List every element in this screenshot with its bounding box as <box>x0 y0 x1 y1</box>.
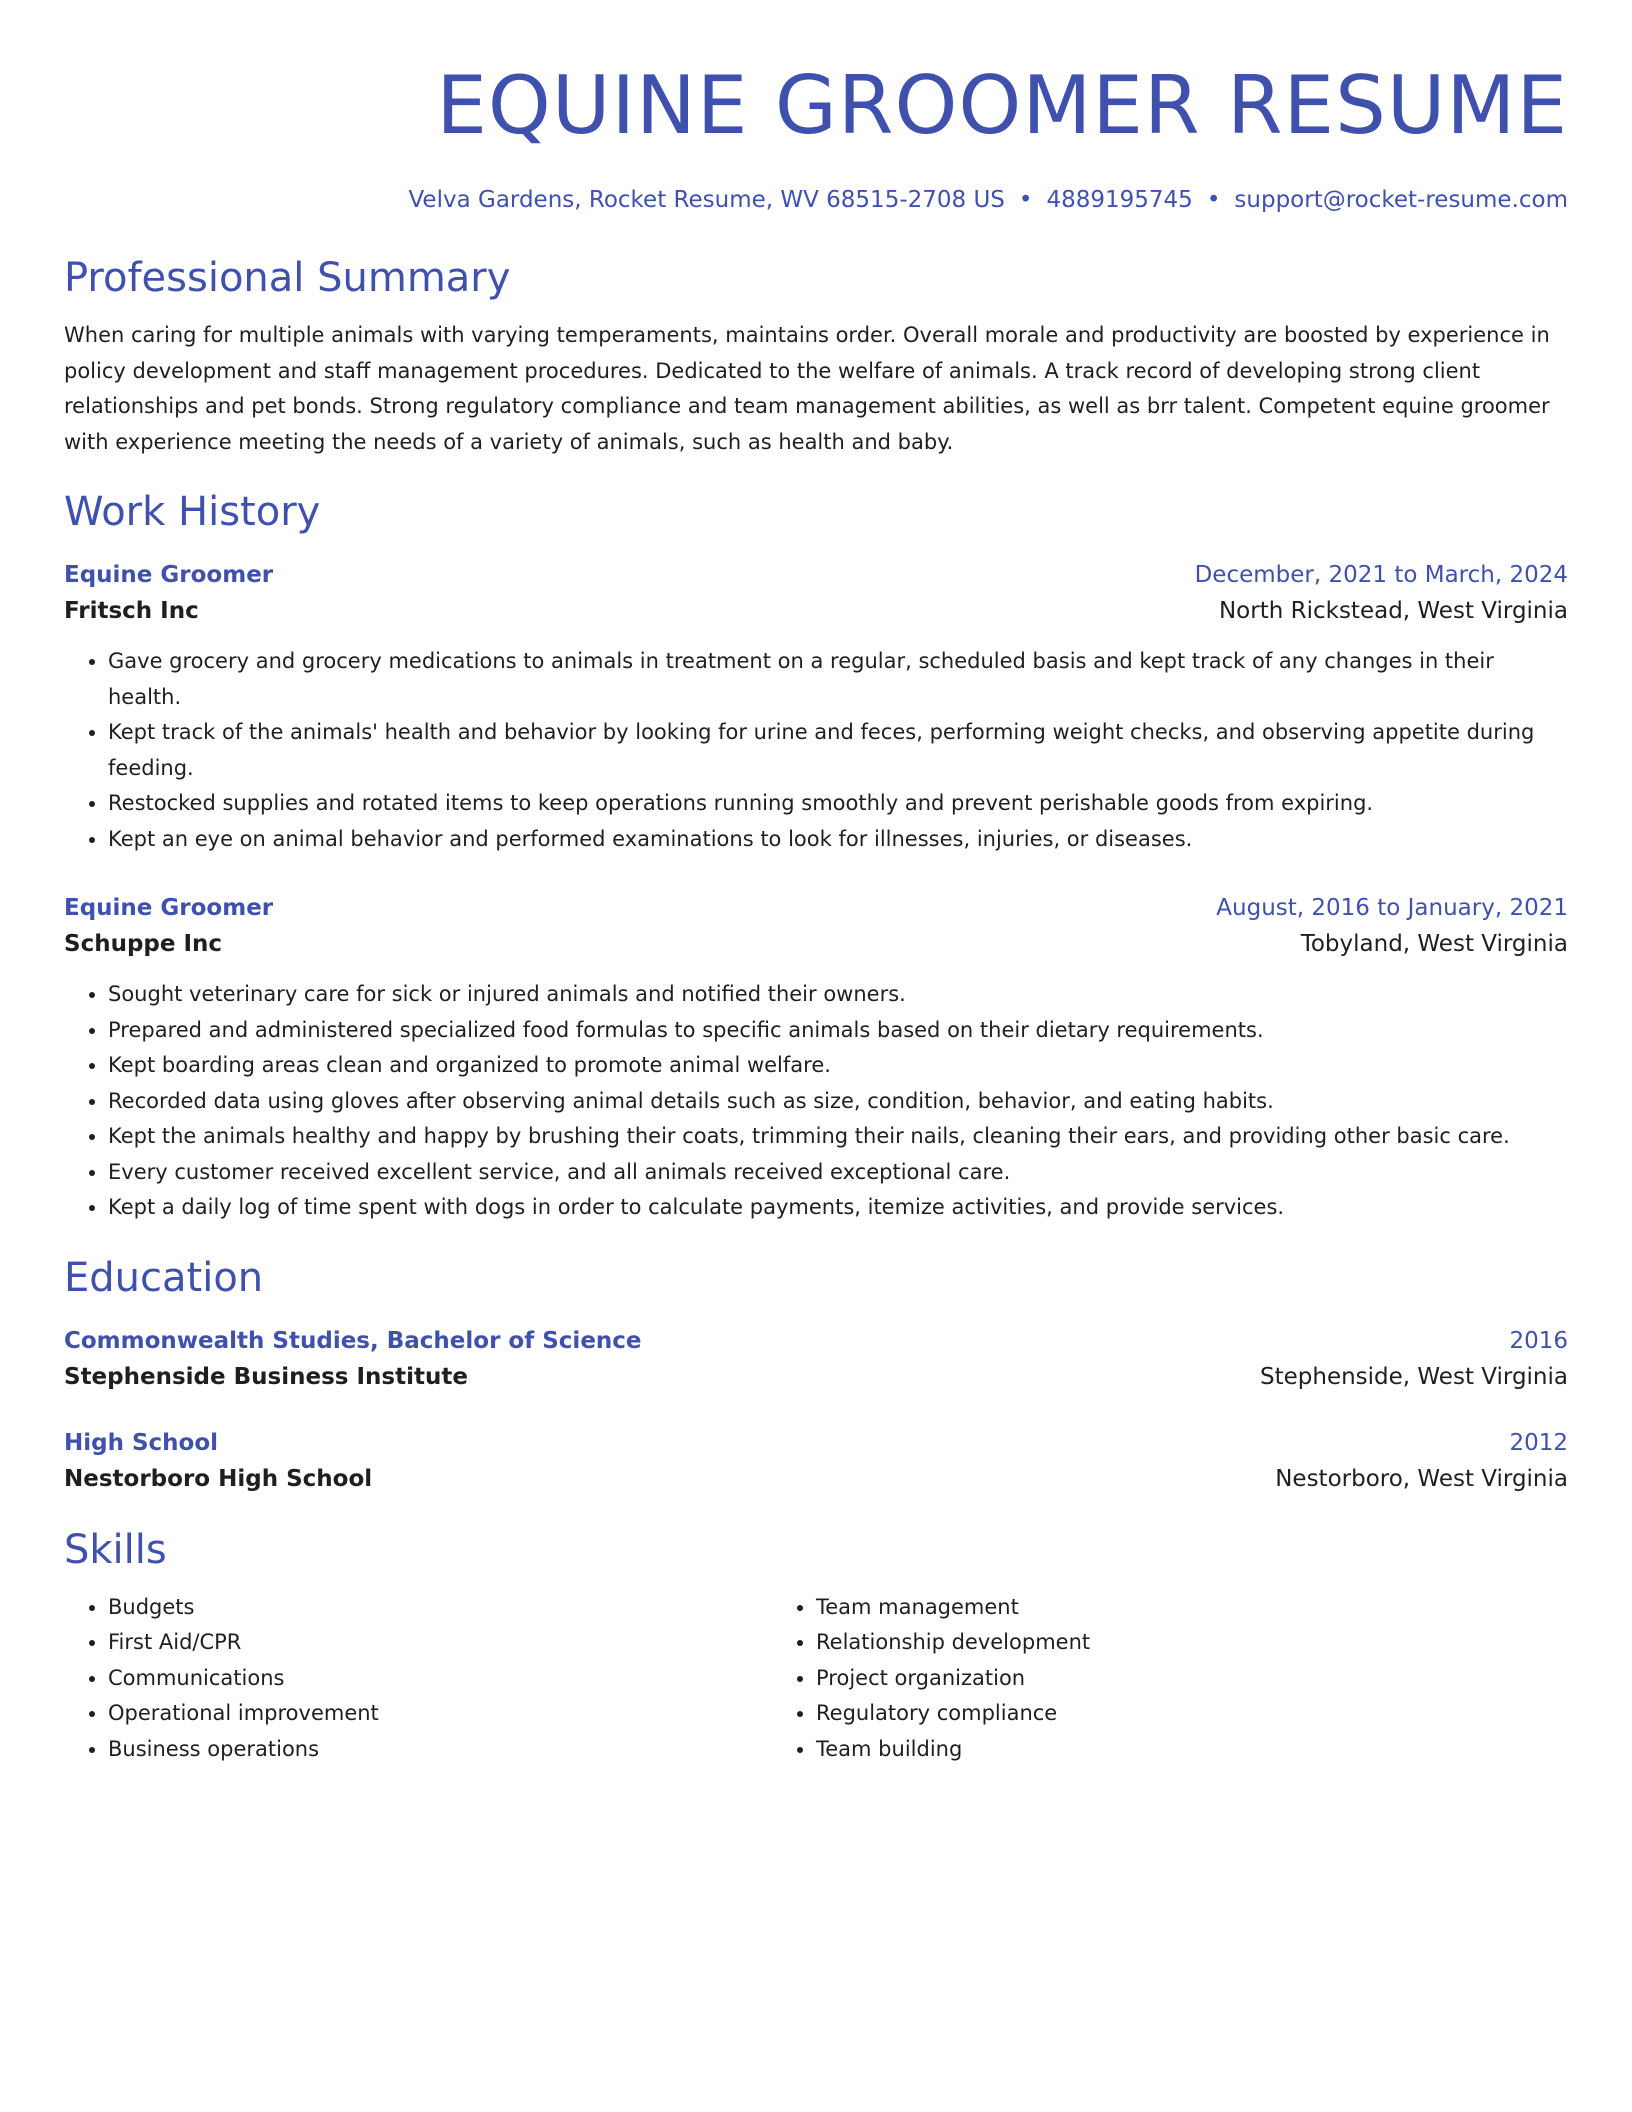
job-location: Tobyland, West Virginia <box>1300 931 1568 957</box>
job-location: North Rickstead, West Virginia <box>1218 598 1568 624</box>
job-duty: • Kept the animals healthy and happy by brushing their coats, trimming their nails, cleaning their ears, and providing other basic care. <box>108 1119 1568 1155</box>
job-duty: • Sought veterinary care for sick or injured animals and notified their owners. <box>108 977 1568 1013</box>
job-duty: • Recorded data using gloves after observing animal details such as size, condition, behavior, and eating habits. <box>108 1084 1568 1120</box>
education-location: Nestorboro, West Virginia <box>1275 1465 1568 1492</box>
education-entry <box>64 1426 1568 1498</box>
summary-text: When caring for multiple animals with varying temperaments, maintains order. Overall morale and productivity are boosted by experience in policy development and staff management procedures. Dedicated to the welfare of animals. A track record of developing strong client relationships and pet bonds. Strong regulatory compliance and team management abilities, as well as brr talent. Competent equine groomer with experience meeting the needs of a variety of animals, such as health and baby. <box>64 323 1550 454</box>
skill-item: • Communications <box>108 1661 772 1697</box>
job-duty: • Prepared and administered specialized food formulas to specific animals based on their dietary requirements. <box>108 1013 1568 1049</box>
job-company: Fritsch Inc <box>64 598 199 624</box>
resume-page <box>64 0 1568 1767</box>
job-duty: • Gave grocery and grocery medications to animals in treatment on a regular, scheduled basis and kept track of any changes in their health. <box>108 644 1568 715</box>
skill-item: • Regulatory compliance <box>816 1696 1480 1732</box>
skill-item: • Business operations <box>108 1732 772 1768</box>
contact-phone: 4889195745 <box>1046 187 1193 213</box>
skill-item: • Relationship development <box>816 1625 1480 1661</box>
job-entry <box>64 558 1568 857</box>
summary-heading: Professional Summary <box>64 255 511 301</box>
job-duty: • Every customer received excellent service, and all animals received exceptional care. <box>108 1155 1568 1191</box>
skills-columns <box>64 1590 1568 1768</box>
job-dates: December, 2021 to March, 2024 <box>1194 562 1568 588</box>
contact-email: support@rocket-resume.com <box>1234 187 1568 213</box>
education-degree: High School <box>64 1429 219 1456</box>
contact-line <box>64 184 1568 216</box>
job-duty: • Restocked supplies and rotated items to keep operations running smoothly and prevent perishable goods from expiring. <box>108 786 1568 822</box>
education-year: 2012 <box>1509 1429 1568 1456</box>
education-year: 2016 <box>1509 1327 1568 1354</box>
job-role: Equine Groomer <box>64 895 274 921</box>
skills-heading: Skills <box>64 1526 167 1573</box>
skill-item: • Budgets <box>108 1590 772 1626</box>
contact-address: Velva Gardens, Rocket Resume, WV 68515-2708 US <box>408 187 1005 213</box>
education-location: Stephenside, West Virginia <box>1260 1363 1568 1390</box>
education-heading: Education <box>64 1254 264 1301</box>
contact-separator: • <box>1206 187 1221 213</box>
job-company: Schuppe Inc <box>64 931 223 957</box>
skill-item: • Team building <box>816 1732 1480 1768</box>
skill-item: • First Aid/CPR <box>108 1625 772 1661</box>
contact-separator: • <box>1018 187 1033 213</box>
education-school: Nestorboro High School <box>64 1465 373 1492</box>
skills-list-right <box>772 1590 1480 1768</box>
job-role: Equine Groomer <box>64 562 274 588</box>
job-duty: • Kept boarding areas clean and organized to promote animal welfare. <box>108 1048 1568 1084</box>
education-degree: Commonwealth Studies, Bachelor of Science <box>64 1327 642 1354</box>
resume-title: EQUINE GROOMER RESUME <box>436 59 1568 152</box>
job-duty: • Kept an eye on animal behavior and performed examinations to look for illnesses, injuries, or diseases. <box>108 822 1568 858</box>
skill-item: • Operational improvement <box>108 1696 772 1732</box>
skill-item: • Project organization <box>816 1661 1480 1697</box>
skills-list-left <box>64 1590 772 1768</box>
job-dates: August, 2016 to January, 2021 <box>1216 895 1568 921</box>
job-duties-list <box>64 644 1568 857</box>
education-entry <box>64 1324 1568 1396</box>
work-history-heading: Work History <box>64 489 321 535</box>
job-duties-list <box>64 977 1568 1226</box>
education-school: Stephenside Business Institute <box>64 1363 468 1390</box>
skill-item: • Team management <box>816 1590 1480 1626</box>
job-duty: • Kept a daily log of time spent with dogs in order to calculate payments, itemize activities, and provide services. <box>108 1190 1568 1226</box>
job-duty: • Kept track of the animals' health and behavior by looking for urine and feces, performing weight checks, and observing appetite during feeding. <box>108 715 1568 786</box>
job-entry <box>64 891 1568 1226</box>
